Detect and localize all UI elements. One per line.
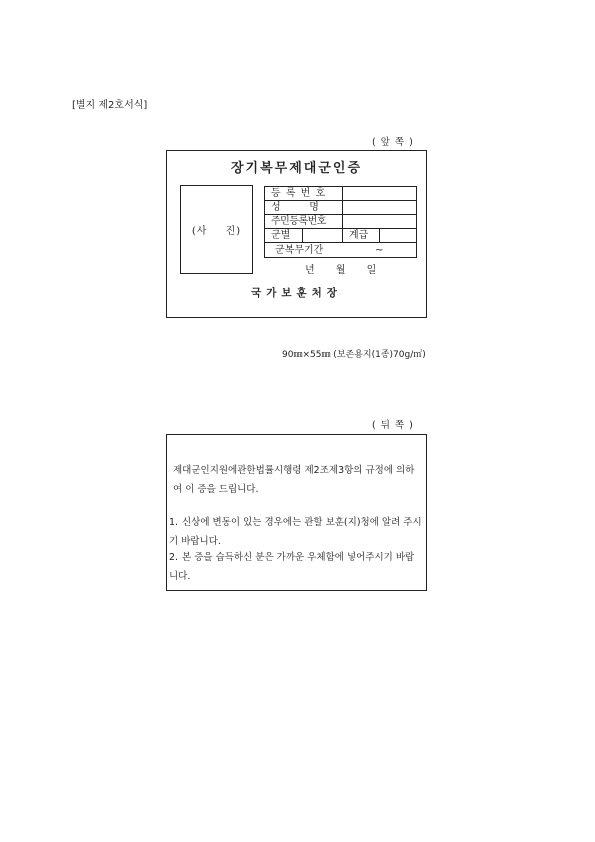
label-service-period: 군복무기간 <box>275 245 324 256</box>
label-resident-no: 주민등록번호 <box>271 216 326 227</box>
table-divider <box>302 228 303 242</box>
back-notice-item <box>169 513 422 551</box>
label-registration-no: 등 록 번 호 <box>271 188 327 199</box>
label-name: 성 명 <box>271 202 319 213</box>
item-number: 2. <box>169 552 179 563</box>
back-notice-item <box>169 548 422 586</box>
photo-box <box>180 185 253 274</box>
label-branch: 군별 <box>271 230 291 241</box>
label-rank: 계급 <box>349 230 369 241</box>
back-side-label: ( 뒤 쪽 ) <box>372 420 414 431</box>
issuer: 국가보훈처장 <box>251 287 342 299</box>
back-intro-text: 제대군인지원에관한법률시행령 제2조제3항의 규정에 의하여 이 증을 드립니다. <box>173 465 415 495</box>
info-table <box>264 186 417 258</box>
table-divider <box>379 228 380 242</box>
size-note: 90㎜×55㎜ (보존용지(1종)70g/㎡) <box>282 350 426 360</box>
card-back <box>166 434 427 591</box>
item-number: 1. <box>169 517 179 528</box>
front-side-label: ( 앞 쪽 ) <box>372 137 414 148</box>
table-divider <box>265 242 416 243</box>
item-text: 본 증을 습득하신 분은 가까운 우체함에 넣어주시기 바랍니다. <box>169 552 415 582</box>
card-front <box>166 150 427 318</box>
service-period-separator: ~ <box>375 245 384 256</box>
photo-label: (사 진) <box>191 226 242 237</box>
card-title: 장기복무제대군인증 <box>230 161 363 176</box>
form-number-label: [별지 제2호서식] <box>72 100 148 111</box>
issue-date-line: 년 월 일 <box>305 265 377 276</box>
item-text: 신상에 변동이 있는 경우에는 관할 보훈(지)청에 알려 주시기 바랍니다. <box>169 517 422 547</box>
